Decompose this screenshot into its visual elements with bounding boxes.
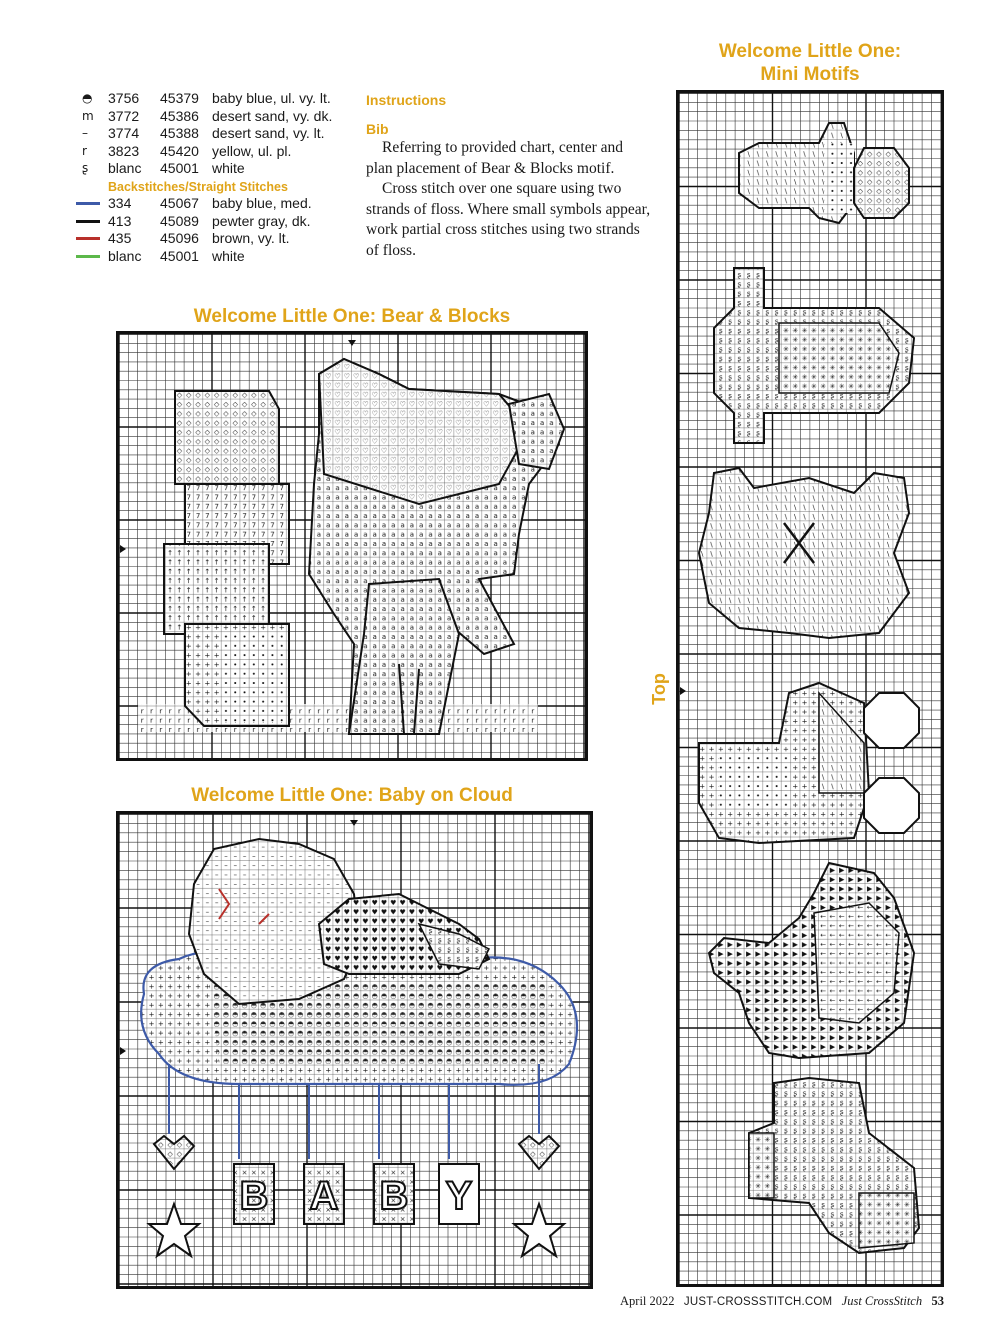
instructions-para-2: Cross stitch over one square using two strands of floss. Where small symbols appear, work partial cross stitches using two strands of floss. xyxy=(366,180,651,259)
backstitch-heading: Backstitches/Straight Stitches xyxy=(108,179,288,194)
anchor-number: 45089 xyxy=(160,212,199,229)
anchor-number: 45001 xyxy=(160,160,199,176)
motif-pacifier-handle xyxy=(824,143,854,213)
bib-subheading: Bib xyxy=(366,121,389,137)
stitch-symbol: r xyxy=(82,143,87,158)
heart-left xyxy=(154,1136,194,1169)
dmc-number: 3823 xyxy=(108,142,140,159)
backstitch-line-swatch xyxy=(76,202,100,205)
mini-motifs-title-line-2: Mini Motifs xyxy=(760,64,860,85)
motif-bear-face xyxy=(699,468,909,638)
color-name: white xyxy=(212,160,245,176)
bear-blocks-chart xyxy=(116,331,588,761)
stitch-symbol: – xyxy=(82,126,88,140)
instructions xyxy=(366,90,651,261)
color-name: desert sand, vy. dk. xyxy=(212,107,333,124)
motif-bottle-middle xyxy=(779,323,899,393)
baby-letter: A xyxy=(309,1174,339,1218)
backstitch-row xyxy=(70,195,332,213)
color-name: brown, vy. lt. xyxy=(212,230,290,246)
baby-cloud-pattern xyxy=(119,814,590,1286)
footer-magazine: Just CrossStitch xyxy=(841,1294,923,1308)
heart-right xyxy=(519,1136,559,1169)
star-right xyxy=(514,1204,564,1256)
center-arrow-left xyxy=(680,687,686,695)
backstitch-line-swatch xyxy=(76,255,100,258)
instructions-para-1: Referring to provided chart, center and plan placement of Bear & Blocks motif. xyxy=(366,139,624,177)
footer-site: JUST-CROSSSTITCH.COM xyxy=(683,1296,833,1308)
anchor-number: 45379 xyxy=(160,90,199,106)
dmc-number: blanc xyxy=(108,247,142,264)
motif-wheel-bottom xyxy=(864,778,919,833)
anchor-number: 45386 xyxy=(160,107,199,124)
motif-pacifier-ring xyxy=(854,148,909,218)
color-name: yellow, ul. pl. xyxy=(212,142,292,159)
dmc-number: 3772 xyxy=(108,107,140,124)
block-y-dots xyxy=(219,634,284,722)
mini-motifs-pattern xyxy=(679,93,941,1284)
stitch-symbol: m xyxy=(82,108,94,123)
dmc-number: blanc xyxy=(108,160,142,176)
anchor-number: 45001 xyxy=(160,247,199,264)
mini-motifs-title-line-1: Welcome Little One: xyxy=(718,41,902,62)
block-b-bottom xyxy=(164,544,269,634)
center-arrow-left xyxy=(120,545,126,553)
stitch-symbol: ◓ xyxy=(82,91,93,105)
dmc-number: 413 xyxy=(108,212,132,229)
block-b-top xyxy=(175,391,279,484)
backstitch-line-swatch xyxy=(76,237,100,240)
bear-ear xyxy=(509,394,564,469)
dmc-number: 3774 xyxy=(108,125,140,141)
mini-motifs-title xyxy=(700,40,920,86)
backstitch-line-swatch xyxy=(76,220,100,223)
instructions-heading: Instructions xyxy=(366,92,447,108)
center-arrow-top xyxy=(350,820,358,826)
top-label: Top xyxy=(649,673,669,705)
anchor-number: 45420 xyxy=(160,142,199,159)
motif-rattle-dots xyxy=(719,753,789,808)
stitch-symbol: ʂ xyxy=(82,161,89,175)
backstitch-row xyxy=(70,230,332,248)
color-name: white xyxy=(212,247,245,264)
backstitch-row xyxy=(70,248,332,266)
anchor-number: 45096 xyxy=(160,230,199,246)
mini-motifs-chart xyxy=(676,90,944,1287)
baby-letter: Y xyxy=(445,1174,473,1218)
footer-date: April 2022 xyxy=(620,1294,675,1308)
color-name: desert sand, vy. lt. xyxy=(212,125,325,141)
dmc-number: 435 xyxy=(108,230,132,246)
baby-letter: B xyxy=(239,1174,269,1218)
floss-key-row xyxy=(70,160,332,178)
color-name: pewter gray, dk. xyxy=(212,212,311,229)
baby-letter: B xyxy=(379,1174,409,1218)
color-name: baby blue, ul. vy. lt. xyxy=(212,90,331,106)
dmc-number: 334 xyxy=(108,195,132,211)
anchor-number: 45388 xyxy=(160,125,199,141)
color-name: baby blue, med. xyxy=(212,195,312,211)
floss-key-row xyxy=(70,125,332,143)
motif-wheel-top xyxy=(864,693,919,748)
center-arrow-left xyxy=(120,1047,126,1055)
footer-page-number: 53 xyxy=(931,1294,944,1308)
floss-key xyxy=(70,90,332,265)
baby-cloud-chart xyxy=(116,811,593,1289)
baby-cloud-title: Welcome Little One: Baby on Cloud xyxy=(191,785,513,806)
bear-blocks-title: Welcome Little One: Bear & Blocks xyxy=(193,306,511,327)
anchor-number: 45067 xyxy=(160,195,199,211)
floss-key-row xyxy=(70,90,332,108)
dmc-number: 3756 xyxy=(108,90,140,106)
bear-blocks-pattern xyxy=(119,334,585,758)
backstitch-row xyxy=(70,213,332,231)
floss-key-row xyxy=(70,108,332,126)
floss-key-row xyxy=(70,143,332,161)
footer xyxy=(620,1294,944,1309)
